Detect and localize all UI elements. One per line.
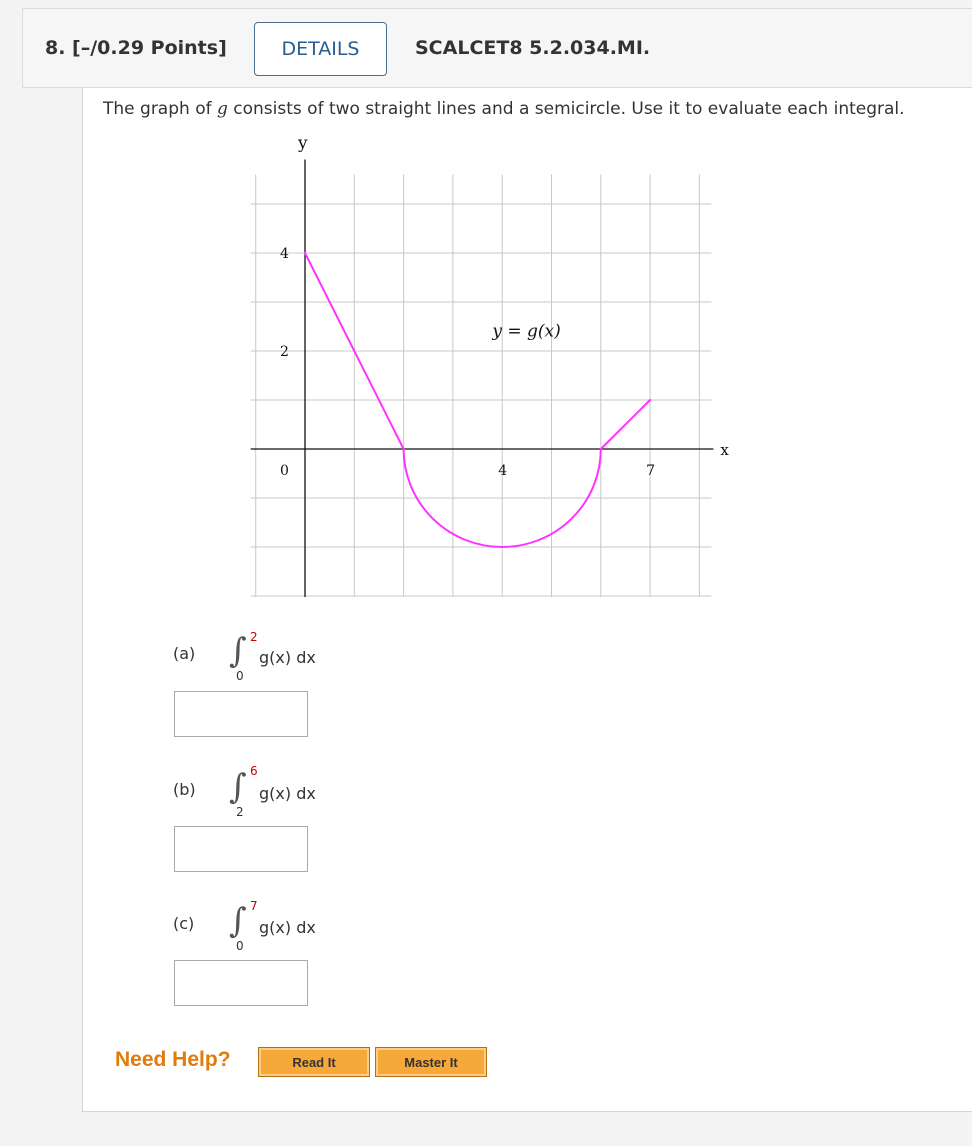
read-it-button[interactable]: Read It [258, 1047, 370, 1077]
x-tick-label: 4 [498, 463, 508, 479]
part-a-lower-limit: 0 [236, 669, 244, 683]
curve-label: y = g(x) [492, 321, 561, 342]
part-a-integrand: g(x) dx [259, 648, 316, 667]
x-axis-label: x [720, 441, 729, 459]
part-b-integrand: g(x) dx [259, 784, 316, 803]
part-b-lower-limit: 2 [236, 805, 244, 819]
tick-label-origin: 0 [280, 463, 289, 479]
part-b-label: (b) [173, 780, 196, 799]
integral-sign-icon: ∫ [229, 631, 247, 671]
y-tick-label: 2 [280, 344, 289, 360]
master-it-button[interactable]: Master It [375, 1047, 487, 1077]
y-axis-label: y [298, 133, 308, 154]
integral-sign-icon: ∫ [229, 901, 247, 941]
prompt-variable: g [216, 99, 228, 119]
part-c-answer-input[interactable] [174, 960, 308, 1006]
integral-sign-icon: ∫ [229, 767, 247, 807]
part-a-upper-limit: 2 [250, 630, 258, 644]
details-button[interactable]: DETAILS [254, 22, 387, 76]
part-a-answer-input[interactable] [174, 691, 308, 737]
part-c-label: (c) [173, 914, 195, 933]
question-header [22, 8, 972, 88]
graph-line-segment [601, 400, 650, 449]
problem-code: SCALCET8 5.2.034.MI. [415, 37, 651, 59]
y-tick-label: 4 [280, 246, 289, 262]
part-c-lower-limit: 0 [236, 939, 244, 953]
x-tick-label: 7 [646, 463, 656, 479]
part-a-label: (a) [173, 644, 196, 663]
question-number: 8. [–/0.29 Points] [45, 37, 227, 59]
function-graph [83, 88, 972, 618]
question-body [82, 88, 972, 1112]
prompt-text-start: The graph of [103, 99, 217, 119]
part-c-integrand: g(x) dx [259, 918, 316, 937]
part-b-answer-input[interactable] [174, 826, 308, 872]
need-help-label: Need Help? [115, 1048, 231, 1071]
prompt-text-end: consists of two straight lines and a semicircle. Use it to evaluate each integral. [227, 99, 905, 119]
part-c-upper-limit: 7 [250, 899, 258, 913]
part-b-upper-limit: 6 [250, 764, 258, 778]
